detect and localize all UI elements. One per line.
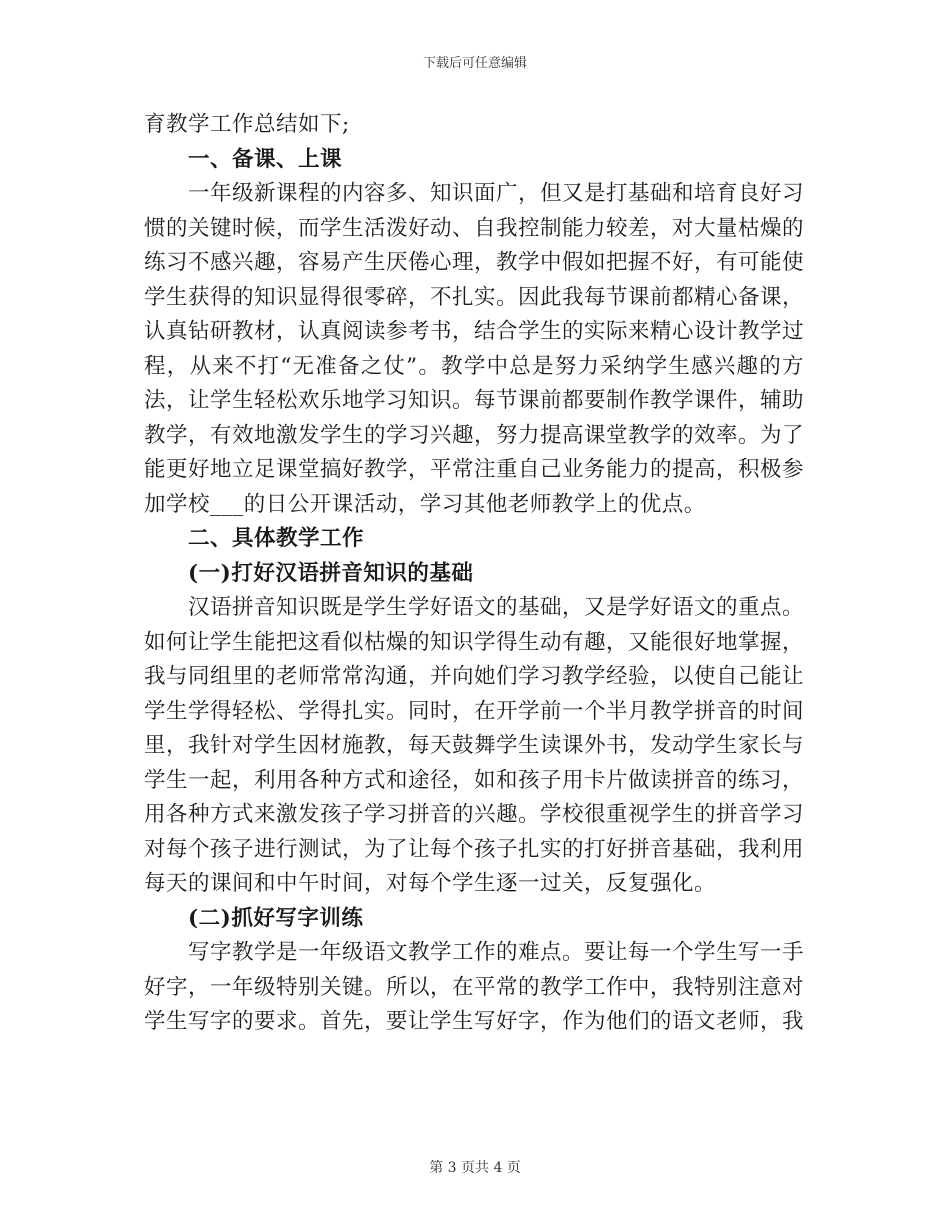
page-header: 下载后可任意编辑 <box>422 56 527 71</box>
section-heading-1: 一、备课、上课 <box>188 146 343 172</box>
section-heading-2: 二、具体教学工作 <box>188 526 365 551</box>
document-body <box>144 108 804 1040</box>
paragraph-pinyin: 汉语拼音知识既是学生学好语文的基础，又是学好语文的重点。如何让学生能把这看似枯燥的知识学得生动有趣，又能很好地掌握，我与同组里的老师常常沟通，并向她们学习教学经验，以使自己能让学生学得轻松、学得扎实。同时，在开学前一个半月教学拼音的时间里，我针对学生因材施教，每天鼓舞学生读课外书，发动学生家长与学生一起，利用各种方式和途径，如和孩子用卡片做读拼音的练习，用各种方式来激发孩子学习拼音的兴趣。学校很重视学生的拼音学习对每个孩子进行测试，为了让每个孩子扎实的打好拼音基础，我利用每天的课间和中午时间，对每个学生逐一过关，反复强化。 <box>144 595 805 896</box>
intro-line: 育教学工作总结如下; <box>144 112 350 137</box>
subsection-heading-writing: (二)抓好写字训练 <box>188 905 364 931</box>
page-number: 第 3 页共 4 页 <box>429 1160 521 1176</box>
paragraph-writing: 写字教学是一年级语文教学工作的难点。要让每一个学生写一手好字，一年级特别关键。所以，在平常的教学工作中，我特别注意对学生写字的要求。首先，要让学生写好字，作为他们的语文老师，我 <box>144 940 805 1034</box>
paragraph-prep-lessons: 一年级新课程的内容多、知识面广，但又是打基础和培育良好习惯的关键时候，而学生活泼好动、自我控制能力较差，对大量枯燥的练习不感兴趣，容易产生厌倦心理，教学中假如把握不好，有可能使学生获得的知识显得很零碎，不扎实。因此我每节课前都精心备课，认真钻研教材，认真阅读参考书，结合学生的实际来精心设计教学过程，从来不打“无准备之仗”。教学中总是努力采纳学生感兴趣的方法，让学生轻松欢乐地学习知识。每节课前都要制作教学课件，辅助教学，有效地激发学生的学习兴趣，努力提高课堂教学的效率。为了能更好地立足课堂搞好教学，平常注重自己业务能力的提高，积极参加学校___的日公开课活动，学习其他老师教学上的优点。 <box>144 181 805 517</box>
subsection-heading-pinyin: (一)打好汉语拼音知识的基础 <box>188 560 474 586</box>
